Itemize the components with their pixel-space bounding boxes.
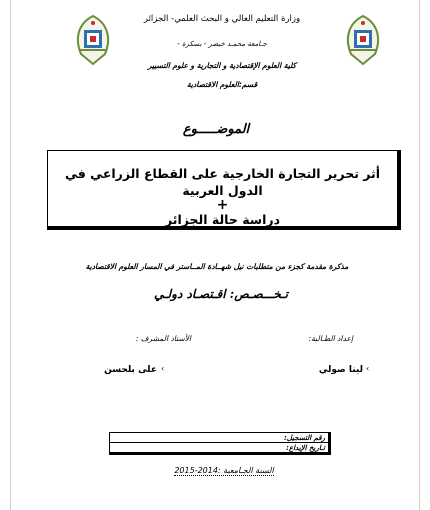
deposit-date-label: تـاريخ الإيداع: <box>110 443 330 454</box>
academic-year <box>161 466 287 475</box>
topic-label: الموضـــــوع <box>182 122 250 137</box>
supervisor-name: على بلحسن <box>104 365 157 375</box>
department-name: قسم:العلوم الاقتصادية <box>186 80 258 89</box>
university-logo-left <box>71 14 115 66</box>
students-label: إعداد الطـالبة: <box>308 334 353 343</box>
university-logo-right <box>341 14 385 66</box>
student-bullet-icon: ‹ <box>366 364 370 373</box>
supervisor-bullet-icon: ‹ <box>161 364 165 373</box>
thesis-title-box <box>47 150 401 230</box>
supervisor-label: الأستاذ المشرف : <box>135 334 191 343</box>
thesis-title-plus: + <box>216 197 229 213</box>
table-row <box>110 433 330 443</box>
document-page <box>10 0 420 510</box>
thesis-title-line1: أثر تحرير التجارة الخارجية على القطاع الزراعي في الدول العربية <box>64 166 380 198</box>
specialty-heading: تـخـــصـص: اقـتصـاد دولـي <box>154 287 288 301</box>
registration-number-label: رقم التسجيل: <box>110 433 330 443</box>
ministry-name: وزارة التعليم العالي و البحث العلمي- الجزائر <box>143 14 301 24</box>
table-row <box>110 443 330 454</box>
registration-table <box>109 432 331 455</box>
student-name: لينا صولي <box>318 365 363 375</box>
faculty-name: كلية العلوم الإقتصادية و التجارية و علوم التسيير <box>147 61 297 70</box>
academic-year-text: السنة الجـامعية :2014-2015 <box>174 466 274 475</box>
thesis-title-line2: دراسة حالة الجزائر <box>165 212 280 227</box>
memo-statement: مذكرة مقدمة كجزء من متطلبات نيل شهــادة المــاستر في المسار العلوم الاقتصادية <box>85 262 349 271</box>
university-name: جـامعة محمـد خيضر - بسكرة - <box>177 40 267 48</box>
